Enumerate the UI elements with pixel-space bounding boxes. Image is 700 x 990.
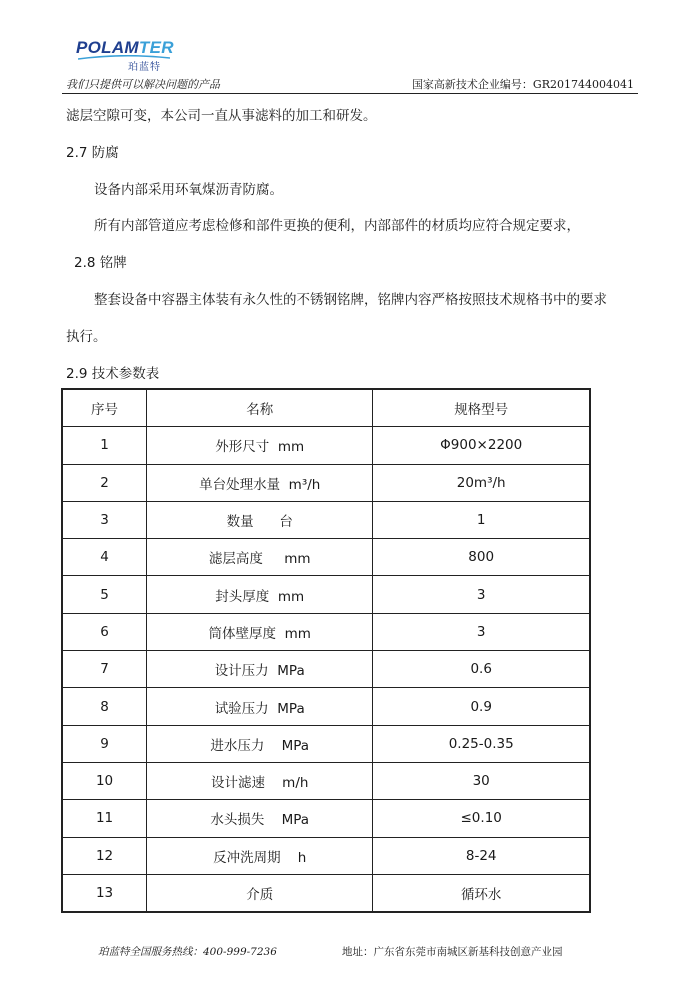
table-row xyxy=(62,688,590,725)
cell-index: 8 xyxy=(62,688,147,725)
cell-name: 设计滤速 m/h xyxy=(147,762,373,799)
table-row xyxy=(62,874,590,912)
table-row xyxy=(62,725,590,762)
cell-spec: 0.6 xyxy=(373,651,590,688)
cell-name: 水头损失 MPa xyxy=(147,800,373,837)
header-certificate: 国家高新技术企业编号：GR201744004041 xyxy=(411,78,634,91)
cell-name: 外形尺寸 mm xyxy=(147,427,373,464)
logo-wordmark: POLAMTER xyxy=(76,38,174,57)
cell-spec: 1 xyxy=(373,501,590,538)
cell-index: 6 xyxy=(62,613,147,650)
cell-index: 2 xyxy=(62,464,147,501)
header-spec: 规格型号 xyxy=(373,389,590,427)
cell-spec: 3 xyxy=(373,576,590,613)
section-2-9-title: 2.9 技术参数表 xyxy=(66,366,160,382)
cell-name: 试验压力 MPa xyxy=(147,688,373,725)
cell-spec: 0.25-0.35 xyxy=(373,725,590,762)
cell-index: 3 xyxy=(62,501,147,538)
footer-address: 地址：广东省东莞市南城区新基科技创意产业园 xyxy=(342,946,563,958)
cell-index: 7 xyxy=(62,651,147,688)
cell-spec: 8-24 xyxy=(373,837,590,874)
cell-name: 筒体壁厚度 mm xyxy=(147,613,373,650)
header-divider xyxy=(62,93,638,94)
paragraph-continuation: 滤层空隙可变，本公司一直从事滤料的加工和研发。 xyxy=(66,108,377,124)
cell-index: 13 xyxy=(62,874,147,912)
cell-index: 10 xyxy=(62,762,147,799)
cell-spec: 30 xyxy=(373,762,590,799)
cell-spec: ≤0.10 xyxy=(373,800,590,837)
section-2-8-paragraph-2: 执行。 xyxy=(66,329,107,345)
table-row xyxy=(62,651,590,688)
cell-spec: 3 xyxy=(373,613,590,650)
table-row xyxy=(62,613,590,650)
cell-spec: 20m³/h xyxy=(373,464,590,501)
logo-chinese-name: 珀蓝特 xyxy=(128,62,161,73)
cell-index: 11 xyxy=(62,800,147,837)
cell-name: 进水压力 MPa xyxy=(147,725,373,762)
table-row xyxy=(62,501,590,538)
section-2-7-title: 2.7 防腐 xyxy=(66,145,119,161)
table-header-row xyxy=(62,389,590,427)
cell-spec: 800 xyxy=(373,539,590,576)
table-row xyxy=(62,762,590,799)
section-2-7-paragraph-1: 设备内部采用环氧煤沥青防腐。 xyxy=(94,182,283,198)
table-row xyxy=(62,464,590,501)
header-name: 名称 xyxy=(147,389,373,427)
cell-spec: Φ900×2200 xyxy=(373,427,590,464)
cell-name: 介质 xyxy=(147,874,373,912)
cell-name: 单台处理水量 m³/h xyxy=(147,464,373,501)
table-row xyxy=(62,576,590,613)
section-2-7-paragraph-2: 所有内部管道应考虑检修和部件更换的便利，内部部件的材质均应符合规定要求， xyxy=(94,218,580,234)
cell-name: 设计压力 MPa xyxy=(147,651,373,688)
cell-index: 12 xyxy=(62,837,147,874)
section-2-8-title: 2.8 铭牌 xyxy=(74,255,127,271)
table-row xyxy=(62,539,590,576)
table-row xyxy=(62,427,590,464)
footer-hotline: 珀蓝特全国服务热线：400-999-7236 xyxy=(98,946,277,958)
cell-index: 4 xyxy=(62,539,147,576)
section-2-8-paragraph-1: 整套设备中容器主体装有永久性的不锈钢铭牌，铭牌内容严格按照技术规格书中的要求 xyxy=(94,292,607,308)
cell-index: 1 xyxy=(62,427,147,464)
cell-index: 5 xyxy=(62,576,147,613)
header-slogan: 我们只提供可以解决问题的产品 xyxy=(66,78,220,91)
cell-name: 滤层高度 mm xyxy=(147,539,373,576)
tech-parameter-table xyxy=(61,388,591,913)
cell-spec: 循环水 xyxy=(373,874,590,912)
cell-spec: 0.9 xyxy=(373,688,590,725)
header-index: 序号 xyxy=(62,389,147,427)
company-logo xyxy=(76,38,176,72)
cell-index: 9 xyxy=(62,725,147,762)
cell-name: 数量 台 xyxy=(147,501,373,538)
cell-name: 封头厚度 mm xyxy=(147,576,373,613)
table-row xyxy=(62,837,590,874)
cell-name: 反冲洗周期 h xyxy=(147,837,373,874)
table-row xyxy=(62,800,590,837)
